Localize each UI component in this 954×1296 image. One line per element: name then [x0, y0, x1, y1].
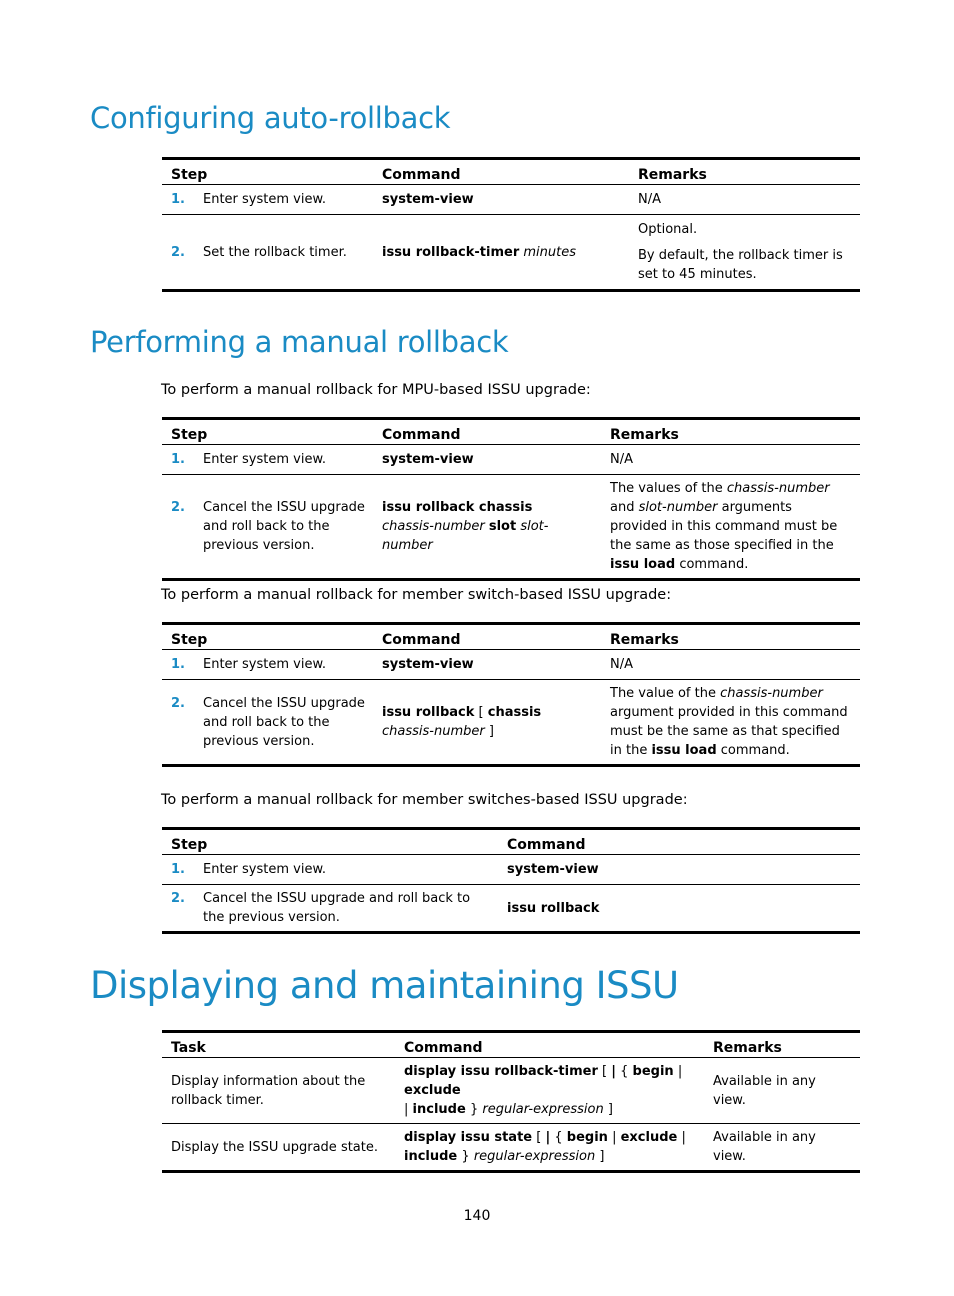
- header-step: Step: [162, 624, 373, 650]
- section-heading-auto-rollback: Configuring auto-rollback: [90, 101, 451, 135]
- step-number: 1.: [171, 862, 185, 877]
- command-argument: regular-expression: [482, 1102, 604, 1117]
- step-text: Set the rollback timer.: [203, 244, 347, 260]
- table-header-row: [162, 1032, 860, 1058]
- intro-paragraph: To perform a manual rollback for member switch-based ISSU upgrade:: [161, 587, 672, 603]
- step-text: Cancel the ISSU upgrade and roll back to the previous version.: [203, 500, 365, 553]
- command-brace: }: [469, 1102, 479, 1117]
- command-keyword: system-view: [507, 862, 599, 877]
- command-keyword: include: [404, 1149, 458, 1164]
- step-number: 2.: [171, 695, 185, 711]
- table-row: [162, 650, 860, 680]
- table-row: [162, 855, 860, 885]
- page-number: 140: [463, 1208, 491, 1224]
- command-keyword: display issu state: [404, 1130, 533, 1145]
- remarks-keyword: issu load: [610, 557, 676, 572]
- remarks-text: The value of the: [610, 686, 721, 701]
- command-cell: [373, 475, 601, 580]
- command-keyword: system-view: [382, 192, 474, 207]
- header-remarks: Remarks: [601, 419, 860, 445]
- remarks-argument: chassis-number: [726, 481, 830, 496]
- command-keyword: issu rollback-timer: [382, 244, 520, 260]
- command-argument: regular-expression: [473, 1149, 596, 1164]
- table-row: [162, 185, 860, 215]
- step-number: 1.: [171, 452, 185, 467]
- step-text: Enter system view.: [203, 452, 327, 467]
- header-remarks: Remarks: [601, 624, 860, 650]
- remarks-text: and: [610, 500, 639, 515]
- command-brace: {: [620, 1064, 629, 1079]
- command-cell: [373, 680, 601, 766]
- command-keyword: slot: [488, 519, 517, 534]
- command-keyword: |: [545, 1130, 551, 1145]
- remarks-cell: [601, 680, 860, 766]
- intro-paragraph: To perform a manual rollback for member switches-based ISSU upgrade:: [161, 792, 688, 808]
- command-keyword: begin: [632, 1064, 674, 1079]
- header-step: Step: [162, 159, 373, 185]
- command-separator: |: [612, 1130, 617, 1145]
- table-row: [162, 1058, 860, 1124]
- step-number: 1.: [171, 192, 185, 207]
- remarks-text: command.: [675, 557, 749, 572]
- step-number: 2.: [171, 500, 185, 515]
- step-text: Cancel the ISSU upgrade and roll back to the previous version.: [203, 695, 365, 749]
- header-step: Step: [162, 419, 373, 445]
- remarks-text: argument provided in this command must be the same as that specified in the: [610, 705, 848, 758]
- command-keyword: chassis: [487, 705, 542, 720]
- remarks-text: Available in any view.: [704, 1124, 860, 1172]
- remarks-text: Optional.: [638, 222, 698, 237]
- command-argument: minutes: [523, 244, 577, 260]
- command-keyword: include: [412, 1102, 466, 1117]
- step-text: Enter system view.: [203, 657, 327, 672]
- command-separator: |: [404, 1102, 409, 1117]
- command-brace: }: [461, 1149, 470, 1164]
- step-text: Enter system view.: [203, 192, 327, 207]
- header-remarks: Remarks: [629, 159, 860, 185]
- header-step: Step: [162, 829, 498, 855]
- remarks-argument: chassis-number: [720, 686, 823, 701]
- command-bracket: [: [602, 1064, 608, 1079]
- command-keyword: exclude: [404, 1083, 461, 1098]
- task-text: Display information about the rollback timer.: [171, 1073, 366, 1108]
- table-header-row: [162, 624, 860, 650]
- auto-rollback-table: [162, 157, 860, 292]
- intro-paragraph: To perform a manual rollback for MPU-based ISSU upgrade:: [161, 382, 591, 398]
- table-row: [162, 885, 860, 933]
- step-number: 2.: [171, 891, 185, 906]
- table-header-row: [162, 159, 860, 185]
- command-bracket: ]: [599, 1149, 605, 1164]
- header-command: Command: [395, 1032, 704, 1058]
- command-bracket: [: [536, 1130, 542, 1145]
- command-keyword: exclude: [620, 1130, 678, 1145]
- command-keyword: issu rollback chassis: [382, 500, 533, 515]
- command-separator: |: [681, 1130, 686, 1145]
- command-keyword: issu rollback: [507, 900, 600, 916]
- command-brace: {: [554, 1130, 563, 1145]
- command-argument: slot-number: [382, 519, 549, 553]
- remarks-keyword: issu load: [651, 743, 717, 758]
- command-cell: [395, 1058, 704, 1124]
- step-text: Enter system view.: [203, 862, 327, 877]
- remarks-cell: [601, 475, 860, 580]
- members-rollback-table: [162, 827, 860, 934]
- header-command: Command: [498, 829, 860, 855]
- remarks-text: N/A: [638, 192, 661, 207]
- member-rollback-table: [162, 622, 860, 767]
- command-keyword: system-view: [382, 452, 474, 467]
- remarks-text: arguments provided in this command must be the same as those specified in the: [610, 500, 838, 553]
- table-header-row: [162, 829, 860, 855]
- header-command: Command: [373, 624, 601, 650]
- step-text: Cancel the ISSU upgrade and roll back to the previous version.: [203, 891, 471, 925]
- table-row: [162, 475, 860, 580]
- table-row: [162, 680, 860, 766]
- command-keyword: system-view: [382, 657, 474, 672]
- header-command: Command: [373, 159, 629, 185]
- command-keyword: display issu rollback-timer: [404, 1064, 598, 1079]
- command-keyword: begin: [566, 1130, 608, 1145]
- command-keyword: issu rollback: [382, 705, 475, 720]
- display-commands-table: [162, 1030, 860, 1173]
- command-separator: |: [677, 1064, 683, 1079]
- step-number: 1.: [171, 657, 185, 672]
- header-task: Task: [162, 1032, 395, 1058]
- command-argument: chassis-number: [382, 519, 485, 534]
- command-cell: [395, 1124, 704, 1172]
- remarks-text: command.: [716, 743, 790, 758]
- header-remarks: Remarks: [704, 1032, 860, 1058]
- command-bracket: ]: [488, 724, 494, 739]
- table-row: [162, 215, 860, 291]
- task-text: Display the ISSU upgrade state.: [162, 1124, 395, 1172]
- command-bracket: [: [478, 705, 484, 720]
- section-heading-display: Displaying and maintaining ISSU: [90, 964, 679, 1007]
- header-command: Command: [373, 419, 601, 445]
- step-number: 2.: [171, 244, 185, 260]
- command-bracket: ]: [607, 1102, 613, 1117]
- command-keyword: |: [611, 1064, 616, 1079]
- remarks-argument: slot-number: [638, 500, 718, 515]
- remarks-text: Available in any view.: [713, 1073, 816, 1108]
- table-row: [162, 445, 860, 475]
- remarks-text: N/A: [610, 452, 633, 467]
- section-heading-manual-rollback: Performing a manual rollback: [90, 325, 509, 359]
- remarks-text: N/A: [610, 657, 633, 672]
- command-argument: chassis-number: [382, 724, 485, 739]
- table-row: [162, 1124, 860, 1172]
- mpu-rollback-table: [162, 417, 860, 581]
- table-header-row: [162, 419, 860, 445]
- remarks-text: The values of the: [610, 481, 727, 496]
- remarks-text: By default, the rollback timer is set to 45 minutes.: [638, 248, 843, 282]
